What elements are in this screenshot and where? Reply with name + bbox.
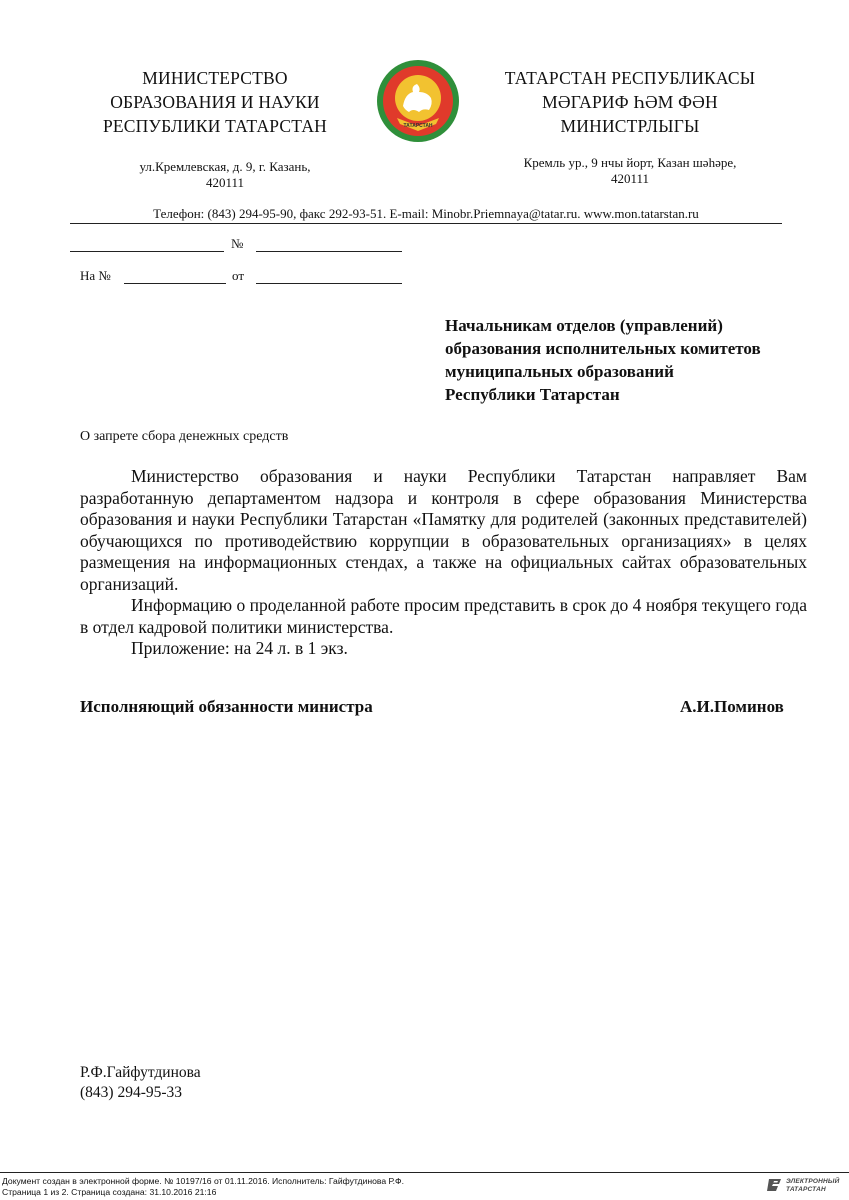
executor-name: Р.Ф.Гайфутдинова [80, 1064, 201, 1081]
letter-subject: О запрете сбора денежных средств [80, 429, 289, 444]
signatory-name: А.И.Поминов [680, 697, 784, 716]
ministry-name-line: ТАТАРСТАН РЕСПУБЛИКАСЫ [504, 68, 756, 88]
addressee-line: муниципальных образований [445, 362, 674, 381]
reply-to-label: На № [80, 268, 111, 283]
addressee-block [445, 314, 835, 406]
footer-line: Страница 1 из 2. Страница создана: 31.10.2016 21:16 [2, 1186, 217, 1197]
reply-date-line [256, 283, 402, 284]
footer-info [2, 1176, 404, 1197]
logo-mark-icon [766, 1177, 784, 1193]
ministry-name-line: МИНИСТРЛЫГЫ [560, 116, 700, 136]
logo-text [786, 1178, 840, 1193]
address-line: 420111 [205, 175, 245, 190]
number-sign: № [231, 236, 244, 251]
executor-phone: (843) 294-95-33 [80, 1084, 183, 1101]
footer-line: Документ создан в электронной форме. № 10197/16 от 01.11.2016. Исполнитель: Гайфутдинова Р.Ф. [2, 1176, 404, 1186]
tatarstan-emblem-icon [375, 58, 461, 144]
reg-number-line [256, 251, 402, 252]
ministry-name-russian [70, 66, 360, 138]
reply-number-line [124, 283, 226, 284]
ministry-name-line: МӘГАРИФ ҺӘМ ФӘН [542, 92, 718, 112]
reg-date-line [70, 251, 224, 252]
address-line: ул.Кремлевская, д. 9, г. Казань, [139, 159, 311, 174]
ministry-name-tatar [470, 66, 790, 138]
ministry-name-line: МИНИСТЕРСТВО [142, 68, 288, 88]
address-tatar [480, 155, 780, 187]
addressee-line: Республики Татарстан [445, 385, 620, 404]
logo-text-line: ЭЛЕКТРОННЫЙ [786, 1178, 840, 1185]
signatory-position: Исполняющий обязанности министра [80, 697, 373, 716]
addressee-line: Начальникам отделов (управлений) [445, 316, 723, 335]
address-russian [100, 159, 350, 191]
contacts-line: Телефон: (843) 294-95-90, факс 292-93-51. E-mail: Minobr.Priemnaya@tatar.ru. www.mon.tatarstan.ru [70, 206, 782, 224]
ministry-name-line: ОБРАЗОВАНИЯ И НАУКИ [110, 92, 320, 112]
electronic-tatarstan-logo [766, 1177, 844, 1194]
letter-body [80, 466, 807, 660]
ministry-name-line: РЕСПУБЛИКИ ТАТАРСТАН [102, 116, 327, 136]
from-label: от [232, 268, 245, 283]
executor-block [80, 1063, 201, 1103]
addressee-line: образования исполнительных комитетов [445, 339, 761, 358]
address-line: 420111 [610, 171, 650, 186]
body-paragraph: Министерство образования и науки Республики Татарстан направляет Вам разработанную департаментом надзора и контроля в сфере образования Министерства образования и науки Республики Татарстан «Памятку для родителей (законных представителей) обучающихся по противодействию коррупции в образовательных организациях» в целях размещения на информационных стендах, а также на официальных сайтах образовательных организаций. [80, 466, 807, 594]
logo-text-line: ТАТАРСТАН [786, 1185, 826, 1193]
emblem-label: ТАТАРСТАН [403, 123, 433, 129]
address-line: Кремль ур., 9 нчы йорт, Казан шәһәре, [523, 155, 737, 170]
body-paragraph: Информацию о проделанной работе просим представить в срок до 4 ноября текущего года в отдел кадровой политики министерства. [80, 595, 807, 637]
attachment-note: Приложение: на 24 л. в 1 экз. [131, 638, 348, 658]
footer-divider [0, 1172, 849, 1173]
